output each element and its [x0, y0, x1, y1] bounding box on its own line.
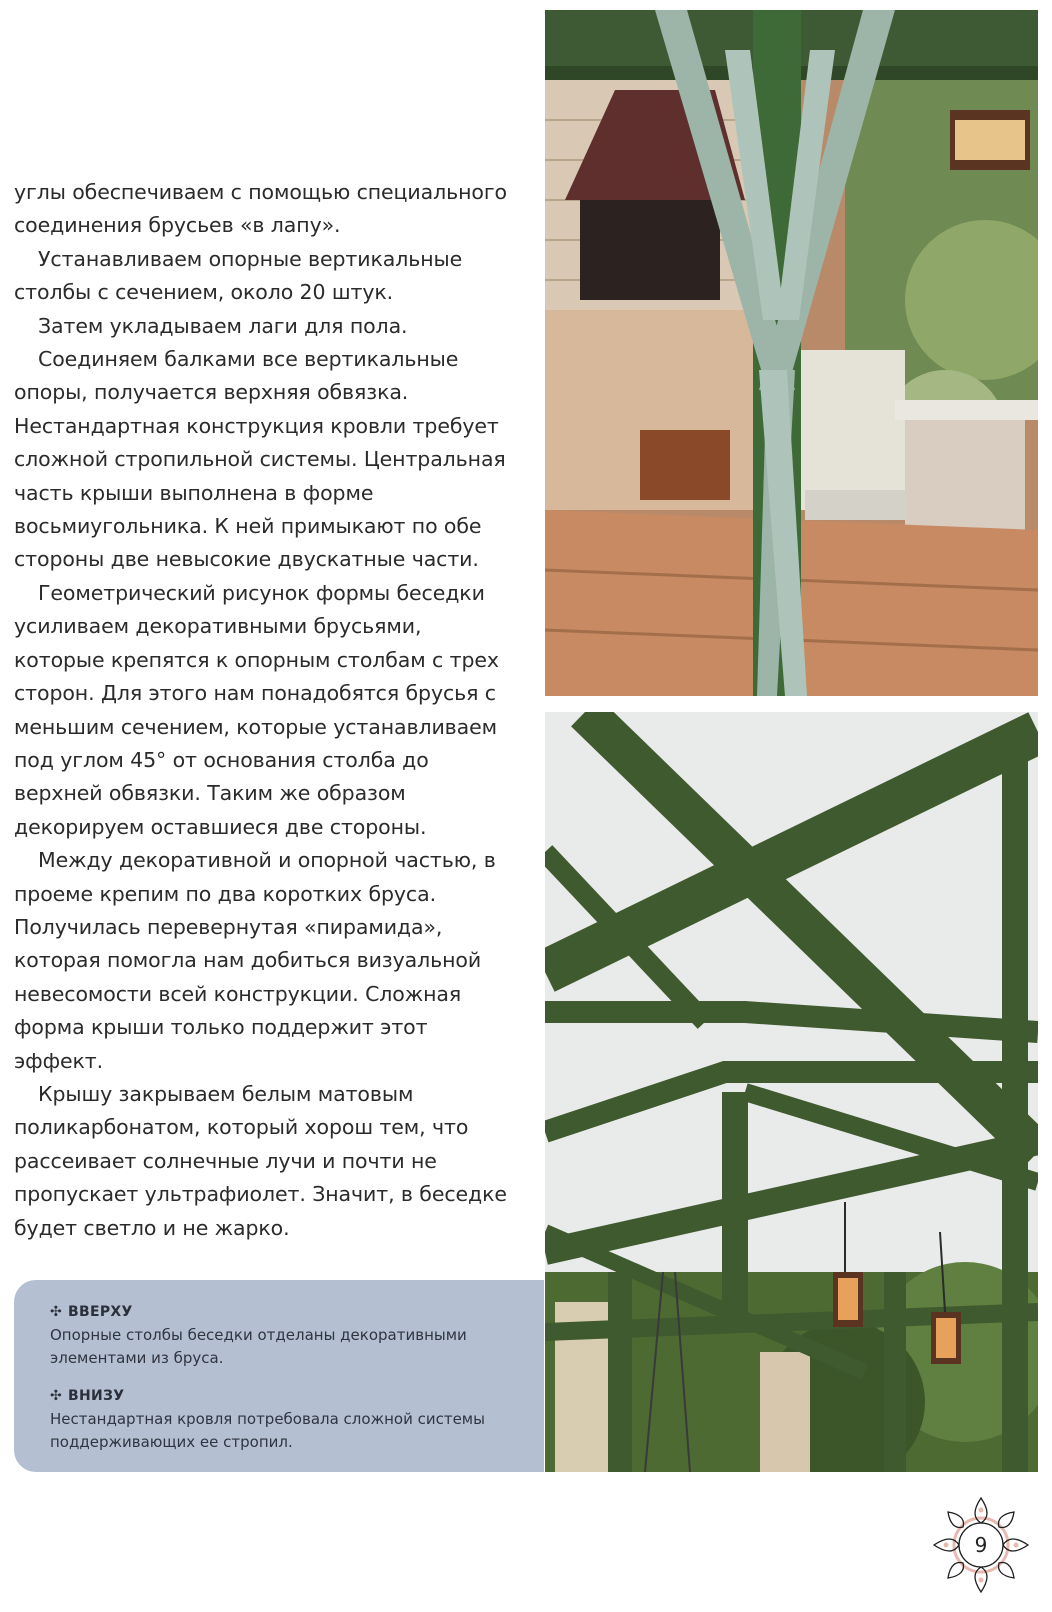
caption-text: Опорные столбы беседки отделаны декоративными элементами из бруса.: [50, 1326, 467, 1367]
caption-heading: ВВЕРХУ: [68, 1304, 133, 1320]
paragraph: Между декоративной и опорной частью, в проеме крепим по два коротких бруса. Получилась перевернутая «пирамида», которая помогла нам добиться визуальной невесомости всей конструкции. Сложная форма крыши только поддержит этот эффект.: [14, 848, 496, 1073]
paragraph: Крышу закрываем белым матовым поликарбонатом, который хорош тем, что рассеивает солнечные лучи и почти не пропускает ультрафиолет. Значит, в беседке будет светло и не жарко.: [14, 1081, 507, 1240]
paragraph: Устанавливаем опорные вертикальные столбы с сечением, около 20 штук.: [14, 246, 463, 305]
paragraph: Затем укладываем лаги для пола.: [38, 313, 408, 338]
article-body: [14, 176, 514, 1245]
caption-text: Нестандартная кровля потребовала сложной системы поддерживающих ее стропил.: [50, 1410, 485, 1451]
page-number: 9: [974, 1533, 988, 1557]
four-diamond-icon: ✣: [50, 1304, 63, 1320]
paragraph: Соединяем балками все вертикальные опоры, получается верхняя обвязка. Нестандартная конструкция кровли требует сложной стропильной системы. Центральная часть крыши выполнена в форме восьмиугольника. К ней примыкают по обе стороны две невысокие двускатные части.: [14, 347, 506, 572]
photo-gazebo-roof: [545, 712, 1038, 1472]
caption-top: [50, 1302, 520, 1370]
photo-gazebo-post: [545, 10, 1038, 696]
paragraph: Геометрический рисунок формы беседки усиливаем декоративными брусьями, которые крепятся к опорным столбам с трех сторон. Для этого нам понадобятся брусья с меньшим сечением, которые устанавливаем под углом 45° от основания столба до верхней обвязки. Таким же образом декорируем оставшиеся две стороны.: [14, 580, 499, 839]
caption-bottom: [50, 1386, 520, 1454]
photo-captions: [14, 1280, 544, 1472]
caption-heading: ВНИЗУ: [68, 1388, 125, 1404]
four-diamond-icon: ✣: [50, 1388, 63, 1404]
paragraph: углы обеспечиваем с помощью специального соединения брусьев «в лапу».: [14, 180, 507, 238]
